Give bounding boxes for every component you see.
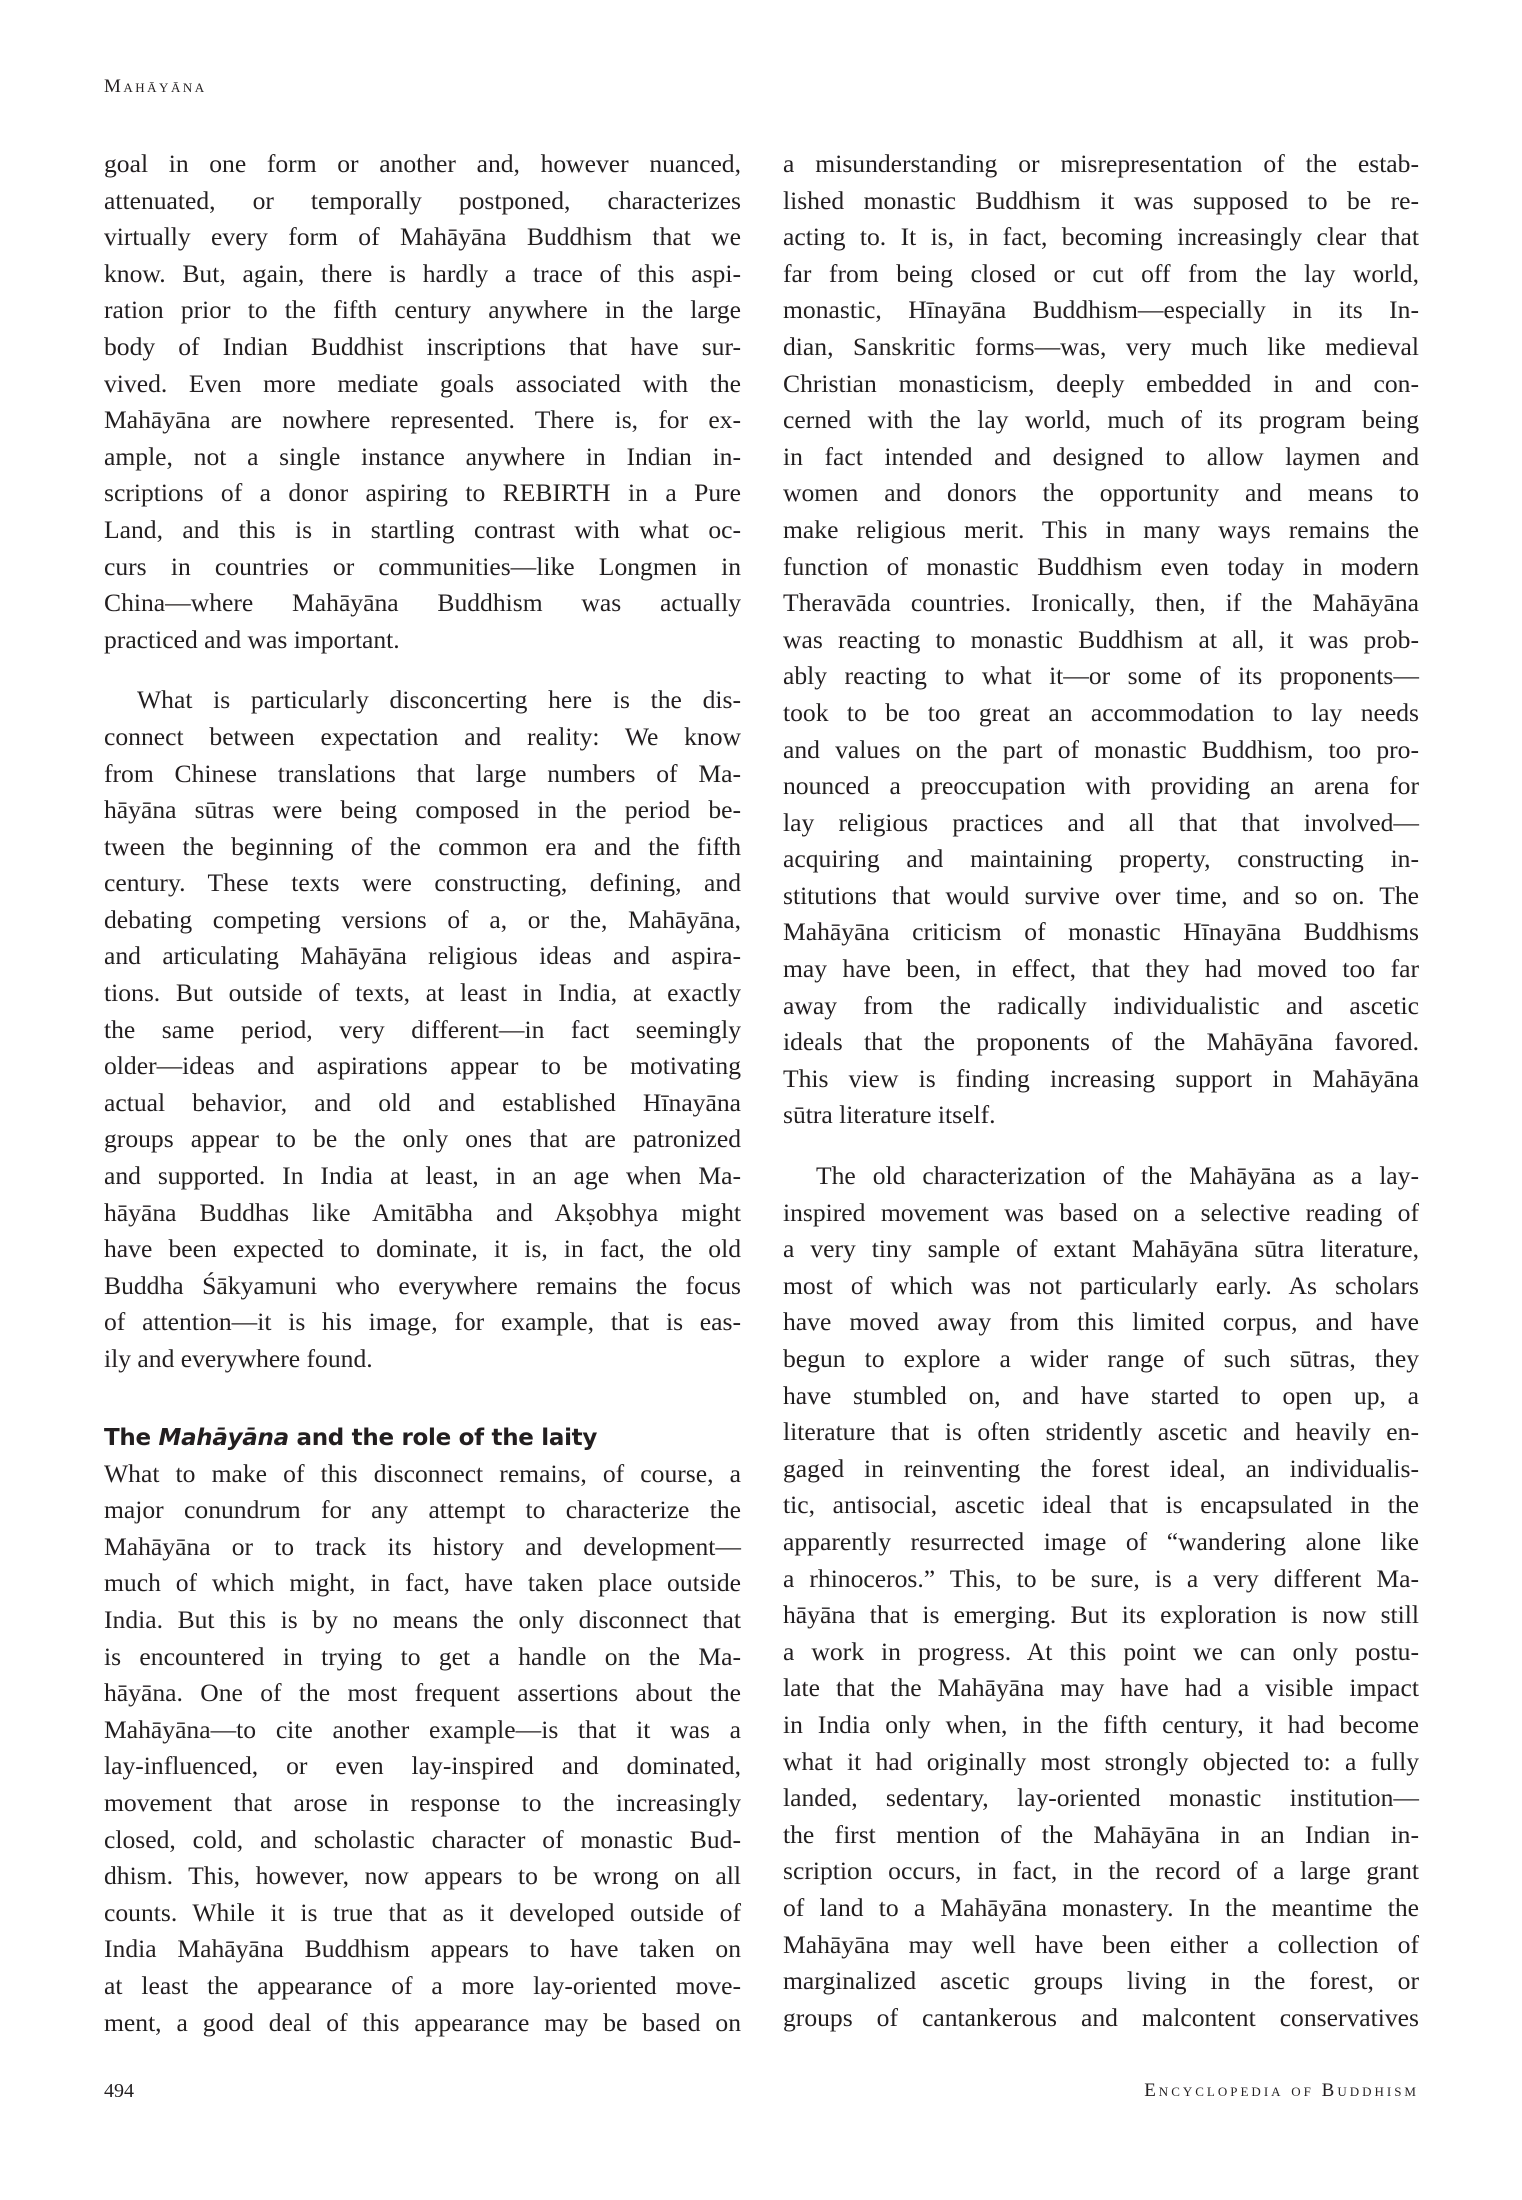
text-line: and articulating Mahāyāna religious ideas and aspira-: [104, 941, 741, 971]
text-line: far from being closed or cut off from the lay world,: [783, 258, 1419, 288]
text-line: China—where Mahāyāna Buddhism was actually: [104, 588, 741, 618]
text-line: dian, Sanskritic forms—was, very much like medieval: [783, 331, 1419, 361]
text-line: scriptions of a donor aspiring to REBIRTH in a Pure: [104, 478, 741, 508]
text-line: older—ideas and aspirations appear to be motivating: [104, 1051, 741, 1081]
paragraph: [104, 682, 741, 1377]
text-line: Mahāyāna criticism of monastic Hīnayāna Buddhisms: [783, 917, 1419, 947]
text-line: hāyāna Buddhas like Amitābha and Akṣobhya might: [104, 1197, 741, 1227]
text-line: monastic, Hīnayāna Buddhism—especially in its In-: [783, 295, 1419, 325]
text-line: gaged in reinventing the forest ideal, an individualis-: [783, 1453, 1419, 1483]
text-line: The old characterization of the Mahāyāna as a lay-: [816, 1161, 1419, 1191]
heading-gap: [104, 1378, 741, 1420]
text-line: groups of cantankerous and malcontent conservatives: [783, 2002, 1419, 2032]
text-line: late that the Mahāyāna may have had a visible impact: [783, 1673, 1419, 1703]
text-line: movement that arose in response to the increasingly: [104, 1787, 741, 1817]
text-line: stitutions that would survive over time, and so on. The: [783, 880, 1419, 910]
text-line: of land to a Mahāyāna monastery. In the meantime the: [783, 1892, 1419, 1922]
text-line: groups appear to be the only ones that are patronized: [104, 1124, 741, 1154]
text-line: took to be too great an accommodation to lay needs: [783, 697, 1419, 727]
text-line: goal in one form or another and, however nuanced,: [104, 149, 741, 178]
text-line: Mahāyāna may well have been either a collection of: [783, 1929, 1419, 1959]
text-line: in India only when, in the fifth century, it had become: [783, 1709, 1419, 1739]
text-line: a rhinoceros.” This, to be sure, is a very different Ma-: [783, 1563, 1419, 1593]
text-line: attenuated, or temporally postponed, characterizes: [104, 185, 741, 215]
text-line: have stumbled on, and have started to open up, a: [783, 1380, 1419, 1410]
text-line: Christian monasticism, deeply embedded in and con-: [783, 368, 1419, 398]
text-line: make religious merit. This in many ways remains the: [783, 514, 1419, 544]
paragraph-gap: [104, 658, 741, 682]
text-line: apparently resurrected image of “wandering alone like: [783, 1526, 1419, 1556]
text-line: acting to. It is, in fact, becoming increasingly clear that: [783, 222, 1419, 252]
text-line: lay-influenced, or even lay-inspired and dominated,: [104, 1751, 741, 1781]
text-line: What is particularly disconcerting here is the dis-: [137, 685, 741, 715]
text-line: curs in countries or communities—like Longmen in: [104, 551, 741, 581]
text-line: acquiring and maintaining property, constructing in-: [783, 844, 1419, 874]
text-line: actual behavior, and old and established Hīnayāna: [104, 1087, 741, 1117]
text-line: counts. While it is true that as it developed outside of: [104, 1897, 741, 1927]
running-head: Mahāyāna: [104, 76, 207, 97]
text-line: ample, not a single instance anywhere in Indian in-: [104, 441, 741, 471]
text-line: of attention—it is his image, for example, that is eas-: [104, 1307, 741, 1337]
text-line: tic, antisocial, ascetic ideal that is encapsulated in the: [783, 1490, 1419, 1520]
text-line: in fact intended and designed to allow laymen and: [783, 441, 1419, 471]
section-heading-suffix: and the role of the laity: [288, 1424, 598, 1451]
text-line: Mahāyāna—to cite another example—is that it was a: [104, 1714, 741, 1744]
text-line: and supported. In India at least, in an age when Ma-: [104, 1161, 741, 1191]
text-line: debating competing versions of a, or the, Mahāyāna,: [104, 904, 741, 934]
section-heading-prefix: The: [104, 1424, 159, 1451]
text-line: literature that is often stridently ascetic and heavily en-: [783, 1417, 1419, 1447]
text-line: ily and everywhere found.: [104, 1344, 373, 1373]
text-line: body of Indian Buddhist inscriptions that have sur-: [104, 331, 741, 361]
text-line: scription occurs, in fact, in the record of a large grant: [783, 1856, 1419, 1886]
text-line: the same period, very different—in fact seemingly: [104, 1014, 741, 1044]
text-line: major conundrum for any attempt to characterize the: [104, 1495, 741, 1525]
text-line: away from the radically individualistic and ascetic: [783, 990, 1419, 1020]
left-column: [104, 146, 741, 2041]
right-column: [783, 146, 1419, 2036]
text-line: inspired movement was based on a selective reading of: [783, 1197, 1419, 1227]
section-heading: [104, 1420, 741, 1456]
paragraph: [104, 146, 741, 658]
text-line: hāyāna that is emerging. But its exploration is now still: [783, 1600, 1419, 1630]
paragraph-gap: [783, 1134, 1419, 1158]
text-line: a very tiny sample of extant Mahāyāna sūtra literature,: [783, 1234, 1419, 1264]
text-line: marginalized ascetic groups living in the forest, or: [783, 1966, 1419, 1996]
text-line: sūtra literature itself.: [783, 1100, 996, 1130]
section-heading-italic: Mahāyāna: [158, 1424, 289, 1451]
text-line: is encountered in trying to get a handle on the Ma-: [104, 1641, 741, 1671]
text-line: India Mahāyāna Buddhism appears to have taken on: [104, 1934, 741, 1964]
text-line: connect between expectation and reality: We know: [104, 721, 741, 751]
text-line: India. But this is by no means the only disconnect that: [104, 1604, 741, 1634]
text-line: Mahāyāna are nowhere represented. There is, for ex-: [104, 405, 741, 435]
text-line: This view is finding increasing support in Mahāyāna: [783, 1063, 1419, 1093]
text-line: have moved away from this limited corpus, and have: [783, 1307, 1419, 1337]
text-line: a work in progress. At this point we can only postu-: [783, 1636, 1419, 1666]
text-line: What to make of this disconnect remains, of course, a: [104, 1458, 741, 1488]
text-line: hāyāna. One of the most frequent assertions about the: [104, 1678, 741, 1708]
text-line: was reacting to monastic Buddhism at all, it was prob-: [783, 624, 1419, 654]
text-line: women and donors the opportunity and means to: [783, 478, 1419, 508]
text-line: ably reacting to what it—or some of its proponents—: [783, 661, 1419, 691]
text-line: and values on the part of monastic Buddhism, too pro-: [783, 734, 1419, 764]
publication-title: Encyclopedia of Buddhism: [1144, 2080, 1419, 2101]
paragraph: [783, 1158, 1419, 2036]
text-line: hāyāna sūtras were being composed in the period be-: [104, 795, 741, 825]
text-line: nounced a preoccupation with providing an arena for: [783, 771, 1419, 801]
text-line: century. These texts were constructing, defining, and: [104, 868, 741, 898]
text-line: ment, a good deal of this appearance may be based on: [104, 2007, 741, 2037]
text-line: at least the appearance of a more lay-oriented move-: [104, 1970, 741, 2000]
text-line: Buddha Śākyamuni who everywhere remains the focus: [104, 1270, 741, 1300]
text-line: lished monastic Buddhism it was supposed to be re-: [783, 185, 1419, 215]
text-line: function of monastic Buddhism even today in modern: [783, 551, 1419, 581]
text-line: Land, and this is in startling contrast with what oc-: [104, 514, 741, 544]
text-line: virtually every form of Mahāyāna Buddhism that we: [104, 222, 741, 252]
text-line: what it had originally most strongly objected to: a fully: [783, 1746, 1419, 1776]
text-line: Theravāda countries. Ironically, then, if the Mahāyāna: [783, 588, 1419, 618]
text-line: may have been, in effect, that they had moved too far: [783, 954, 1419, 984]
text-line: tween the beginning of the common era and the fifth: [104, 831, 741, 861]
text-line: landed, sedentary, lay-oriented monastic institution—: [783, 1783, 1419, 1813]
text-line: Mahāyāna or to track its history and development—: [104, 1531, 741, 1561]
paragraph: [783, 146, 1419, 1134]
text-line: begun to explore a wider range of such sūtras, they: [783, 1344, 1419, 1373]
text-line: dhism. This, however, now appears to be wrong on all: [104, 1861, 741, 1891]
text-line: the first mention of the Mahāyāna in an Indian in-: [783, 1819, 1419, 1849]
text-line: know. But, again, there is hardly a trace of this aspi-: [104, 258, 741, 288]
text-line: vived. Even more mediate goals associated with the: [104, 368, 741, 398]
text-line: most of which was not particularly early. As scholars: [783, 1270, 1419, 1300]
text-line: practiced and was important.: [104, 624, 400, 654]
paragraph: [104, 1456, 741, 2042]
text-line: a misunderstanding or misrepresentation of the estab-: [783, 149, 1419, 178]
text-line: closed, cold, and scholastic character of monastic Bud-: [104, 1824, 741, 1854]
text-line: have been expected to dominate, it is, in fact, the old: [104, 1234, 741, 1264]
text-line: much of which might, in fact, have taken place outside: [104, 1568, 741, 1598]
text-line: ration prior to the fifth century anywhere in the large: [104, 295, 741, 325]
text-line: tions. But outside of texts, at least in India, at exactly: [104, 978, 741, 1008]
text-line: cerned with the lay world, much of its program being: [783, 405, 1419, 435]
text-line: lay religious practices and all that that involved—: [783, 807, 1419, 837]
text-line: from Chinese translations that large numbers of Ma-: [104, 758, 741, 788]
text-line: ideals that the proponents of the Mahāyāna favored.: [783, 1027, 1419, 1057]
page-number: 494: [104, 2080, 134, 2102]
